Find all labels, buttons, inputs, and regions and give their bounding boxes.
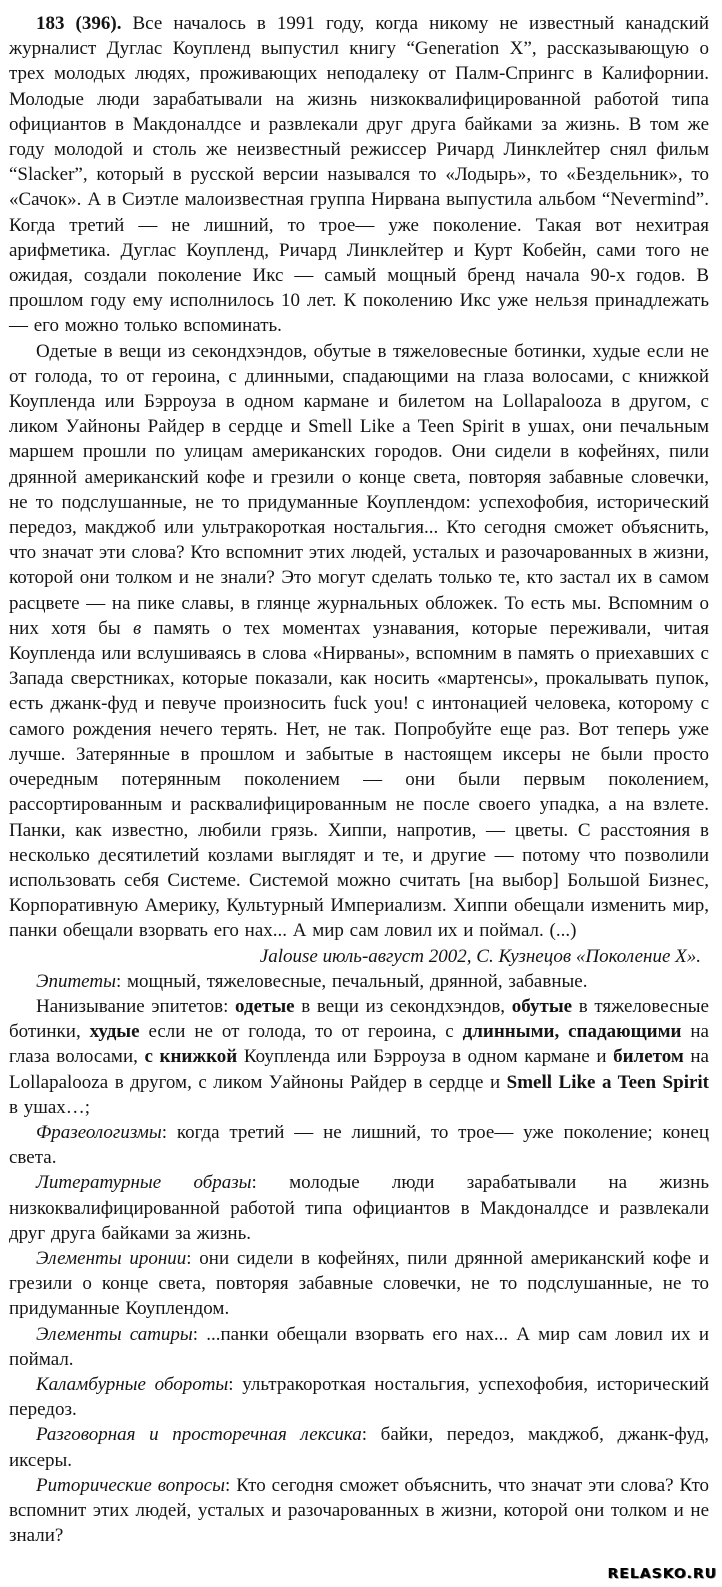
paragraph-phraseologisms [9, 1120, 709, 1170]
paragraph-irony [9, 1246, 709, 1322]
text-segment: : молодые люди зарабатывали на жизнь низкоквалифицированной работой типа официантов в Макдоналдсе и развлекали друг друга байками за жизнь. [9, 1172, 709, 1244]
paragraph-literary-images [9, 1170, 709, 1246]
text-segment: в ушах…; [9, 1096, 91, 1118]
text-segment: одетые [235, 995, 295, 1017]
paragraph-exercise-body [9, 339, 709, 944]
text-segment: Фразеологизмы [36, 1121, 162, 1143]
text-segment: : ультракороткая ностальгия, успехофобия, исторический передоз. [9, 1373, 709, 1421]
text-segment: Каламбурные обороты [36, 1373, 229, 1395]
text-segment: билетом [613, 1046, 684, 1068]
text-segment: если не от голода, то от героина, с [139, 1021, 463, 1043]
text-segment: на Lollapalooza в другом, с ликом Уайноны Райдер в сердце и [9, 1046, 709, 1093]
text-segment: Элементы сатиры [36, 1323, 193, 1345]
text-segment: Разговорная и просторечная лексика [36, 1424, 362, 1446]
text-segment: худые [89, 1021, 140, 1043]
text-segment: Риторические вопросы [36, 1474, 226, 1496]
text-segment: Нанизывание эпитетов: [36, 995, 235, 1017]
text-segment: в вещи из секондхэндов, [294, 995, 512, 1017]
text-segment: память о тех моментах узнавания, которые переживали, читая Коупленда или вслушиваясь в слова «Нирваны», вспомним в память о приехавших с Запада сверстниках, которые показали, как носить «мартенсы», прокалывать пупок, есть джанк-фуд и певуче произносить fuck you! с интонацией человека, которому с самого рождения нечего терять. Нет, не так. Попробуйте еще раз. Вот теперь уже лучше. Затерянные в прошлом и забытые в настоящем иксеры не были просто очередным потерянным поколением — они были первым поколением, рассортированным и расквалифицированным не после своего упадка, а на взлете. Панки, как известно, любили грязь. Хиппи, напротив, — цветы. С расстояния в несколько десятилетий козлами выглядят и те, и другие — потому что позволили использовать себя Системе. Системой можно считать [на выбор] Большой Бизнес, Корпоративную Америку, Культурный Империализм. Хиппи обещали изменить мир, панки обещали взорвать его нах... А мир сам ловил их и поймал. (...) [9, 617, 710, 942]
text-segment: в тяжеловесные ботинки, [9, 995, 709, 1043]
text-segment: Эпитеты [36, 970, 116, 992]
paragraph-satire [9, 1322, 709, 1372]
source-attribution [9, 944, 709, 969]
text-segment: Одетые в вещи из секондхэндов, обутые в тяжеловесные ботинки, худые если не от голода, то от героина, с длинными, спадающими на глаза волосами, с книжкой Коупленда или Бэрроуза в одном кармане и билетом на Lollapalooza в другом, с ликом Уайноны Райдер в сердце и Smell Like a Teen Spirit в ушах, они печальным маршем прошли по улицам американских городов. Они сидели в кофейнях, пили дрянной американский кофе и грезили о конце света, повторяя забавные словечки, не то подслушанные, не то придуманные Коуплендом: успехофобия, исторический передоз, макджоб или ультракороткая ностальгия... Кто сегодня сможет объяснить, что значат эти слова? Кто вспомнит этих людей, усталых и разочарованных в жизни, которой они толком и не знали? Это могут сделать только те, кто застал их в самом расцвете — на пике славы, в глянце журнальных обложек. То есть мы. Вспомним о них хотя бы [9, 340, 709, 639]
text-segment: : байки, передоз, макджоб, джанк-фуд, иксеры. [9, 1424, 709, 1471]
paragraph-exercise-intro [9, 11, 709, 339]
text-segment: : Кто сегодня сможет объяснить, что значат эти слова? Кто вспомнит этих людей, усталых и разочарованных в жизни, которой они толком и не знали? [9, 1474, 709, 1547]
text-segment: : мощный, тяжеловесные, печальный, дрянной, забавные. [115, 970, 588, 992]
text-segment: Jalouse июль-август 2002, С. Кузнецов «Поколение X». [259, 945, 701, 967]
text-segment: на глаза волосами, [9, 1021, 709, 1068]
paragraph-colloquial [9, 1422, 709, 1472]
text-segment: Smell Like a Teen Spirit [506, 1071, 710, 1093]
text-segment: : они сидели в кофейнях, пили дрянной американский кофе и грезили о конце света, повторяя забавные словечки, не то подслушанные, не то придуманные Коуплендом. [9, 1247, 709, 1320]
text-segment: 183 (396). [36, 13, 133, 34]
paragraph-rhetorical [9, 1473, 709, 1549]
text-segment: Все началось в 1991 году, когда никому не известный канадский журналист Дуглас Коупленд выпустил книгу “Generation X”, рассказывающую о трех молодых людях, проживающих неподалеку от Палм-Спрингс в Калифорнии. Молодые люди зарабатывали на жизнь низкоквалифицированной работой типа официантов в Макдоналдсе и развлекали друг друга байками за жизнь. В том же году молодой и столь же неизвестный режиссер Ричард Линклейтер снял фильм “Slacker”, который в русской версии назывался то «Лодырь», то «Бездельник», то «Сачок». А в Сиэтле малоизвестная группа Нирвана выпустила альбом “Nevermind”. Когда третий — не лишний, то трое— уже поколение. Такая вот нехитрая арифметика. Дуглас Коупленд, Ричард Линклейтер и Курт Кобейн, сами того не ожидая, создали поколение Икс — самый мощный бренд начала 90-х годов. В прошлом году ему исполнилось 10 лет. К поколению Икс уже нельзя принадлежать — его можно только вспоминать. [9, 13, 709, 337]
text-segment: Коупленда или Бэрроуза в одном кармане и [237, 1046, 614, 1068]
text-segment: : когда третий — не лишний, то трое— уже поколение; конец света. [9, 1121, 709, 1169]
paragraph-epithet-chain [9, 994, 709, 1120]
watermark: RELASKO.RU [607, 1566, 717, 1582]
text-segment: Элементы иронии [36, 1247, 187, 1269]
text-segment: обутые [511, 995, 573, 1017]
text-segment: : ...панки обещали взорвать его нах... А мир сам ловил их и поймал. [9, 1323, 709, 1370]
text-segment: с книжкой [144, 1046, 238, 1068]
text-segment: в [132, 617, 142, 639]
text-segment: Литературные образы [36, 1172, 252, 1194]
paragraph-epithets [9, 969, 709, 994]
paragraph-puns [9, 1372, 709, 1422]
text-segment: длинными, спадающими [462, 1021, 682, 1043]
